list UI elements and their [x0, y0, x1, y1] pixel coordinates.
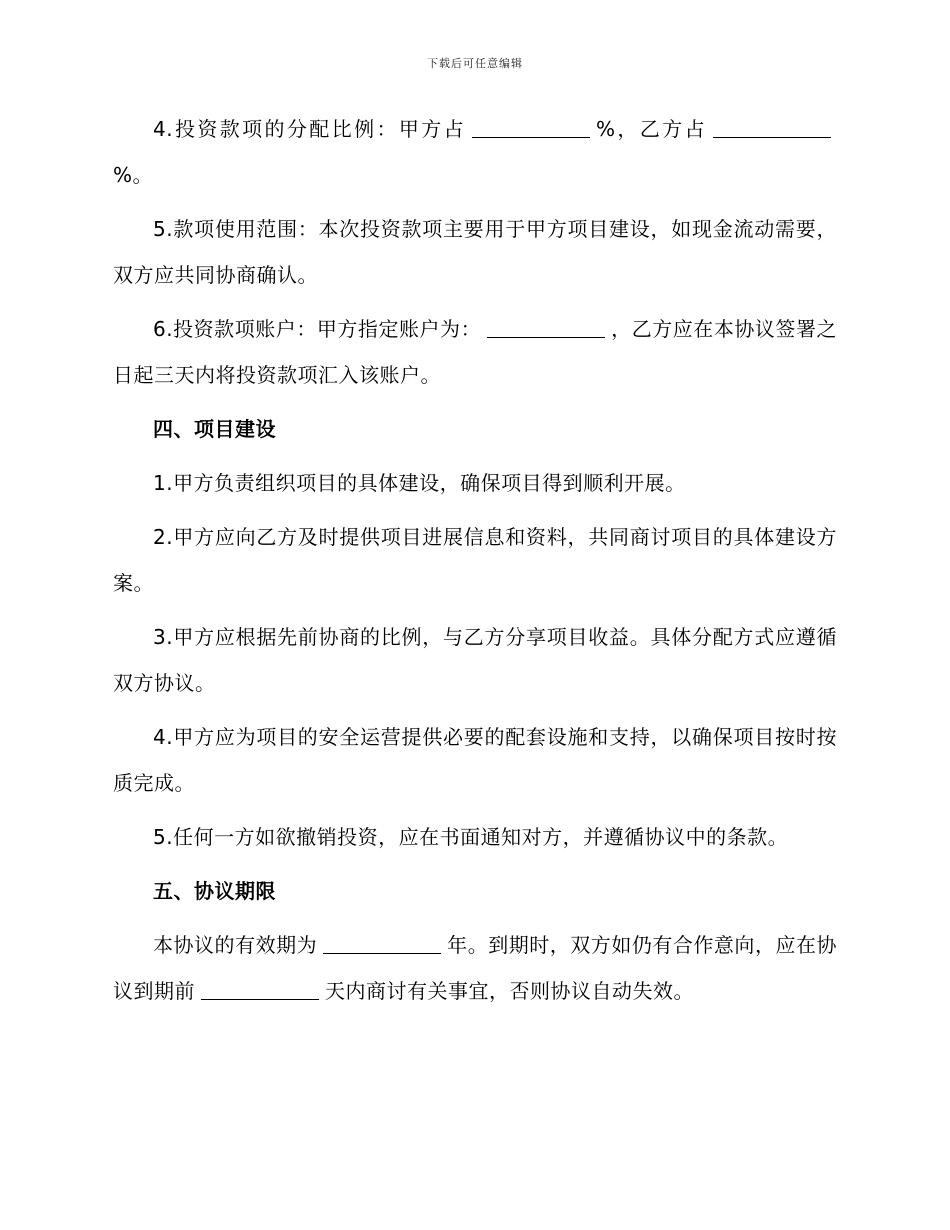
blank-account[interactable] [487, 317, 605, 338]
header-note: 下载后可任意编辑 [427, 57, 523, 70]
document-body [113, 106, 837, 1022]
paragraph-construction-4: 4.甲方应为项目的安全运营提供必要的配套设施和支持，以确保项目按时按质完成。 [113, 725, 837, 795]
paragraph-usage-scope: 5.款项使用范围：本次投资款项主要用于甲方项目建设，如现金流动需要，双方应共同协商确认。 [113, 217, 837, 287]
paragraph-allocation-ratio [113, 106, 837, 198]
text-segment: 6.投资款项账户：甲方指定账户为： [153, 317, 482, 341]
paragraph-investment-account [113, 306, 837, 398]
text-segment: 天内商讨有关事宜，否则协议自动失效。 [325, 979, 694, 1003]
paragraph-construction-1: 1.甲方负责组织项目的具体建设，确保项目得到顺利开展。 [153, 471, 686, 495]
text-segment: 本协议的有效期为 [153, 933, 318, 957]
text-segment: 年。到期时，双方如仍有合作意向，应在协议到期前 [113, 933, 838, 1003]
blank-term-years[interactable] [323, 933, 441, 954]
text-segment: 4.投资款项的分配比例：甲方占 [153, 117, 467, 141]
text-segment: ，乙方应在本协议签署之日起三天内将投资款项汇入该账户。 [113, 317, 837, 387]
blank-notice-days[interactable] [201, 979, 319, 1000]
paragraph-term [113, 922, 837, 1014]
blank-party-b-percent[interactable] [713, 117, 831, 138]
paragraph-construction-2: 2.甲方应向乙方及时提供项目进展信息和资料，共同商讨项目的具体建设方案。 [113, 525, 837, 595]
text-segment: %，乙方占 [596, 117, 707, 141]
paragraph-construction-5: 5.任何一方如欲撤销投资，应在书面通知对方，并遵循协议中的条款。 [153, 825, 789, 849]
heading-agreement-term: 五、协议期限 [153, 879, 276, 903]
paragraph-construction-3: 3.甲方应根据先前协商的比例，与乙方分享项目收益。具体分配方式应遵循双方协议。 [113, 625, 837, 695]
blank-party-a-percent[interactable] [472, 117, 590, 138]
text-segment: %。 [113, 163, 154, 187]
heading-project-construction: 四、项目建设 [153, 417, 276, 441]
